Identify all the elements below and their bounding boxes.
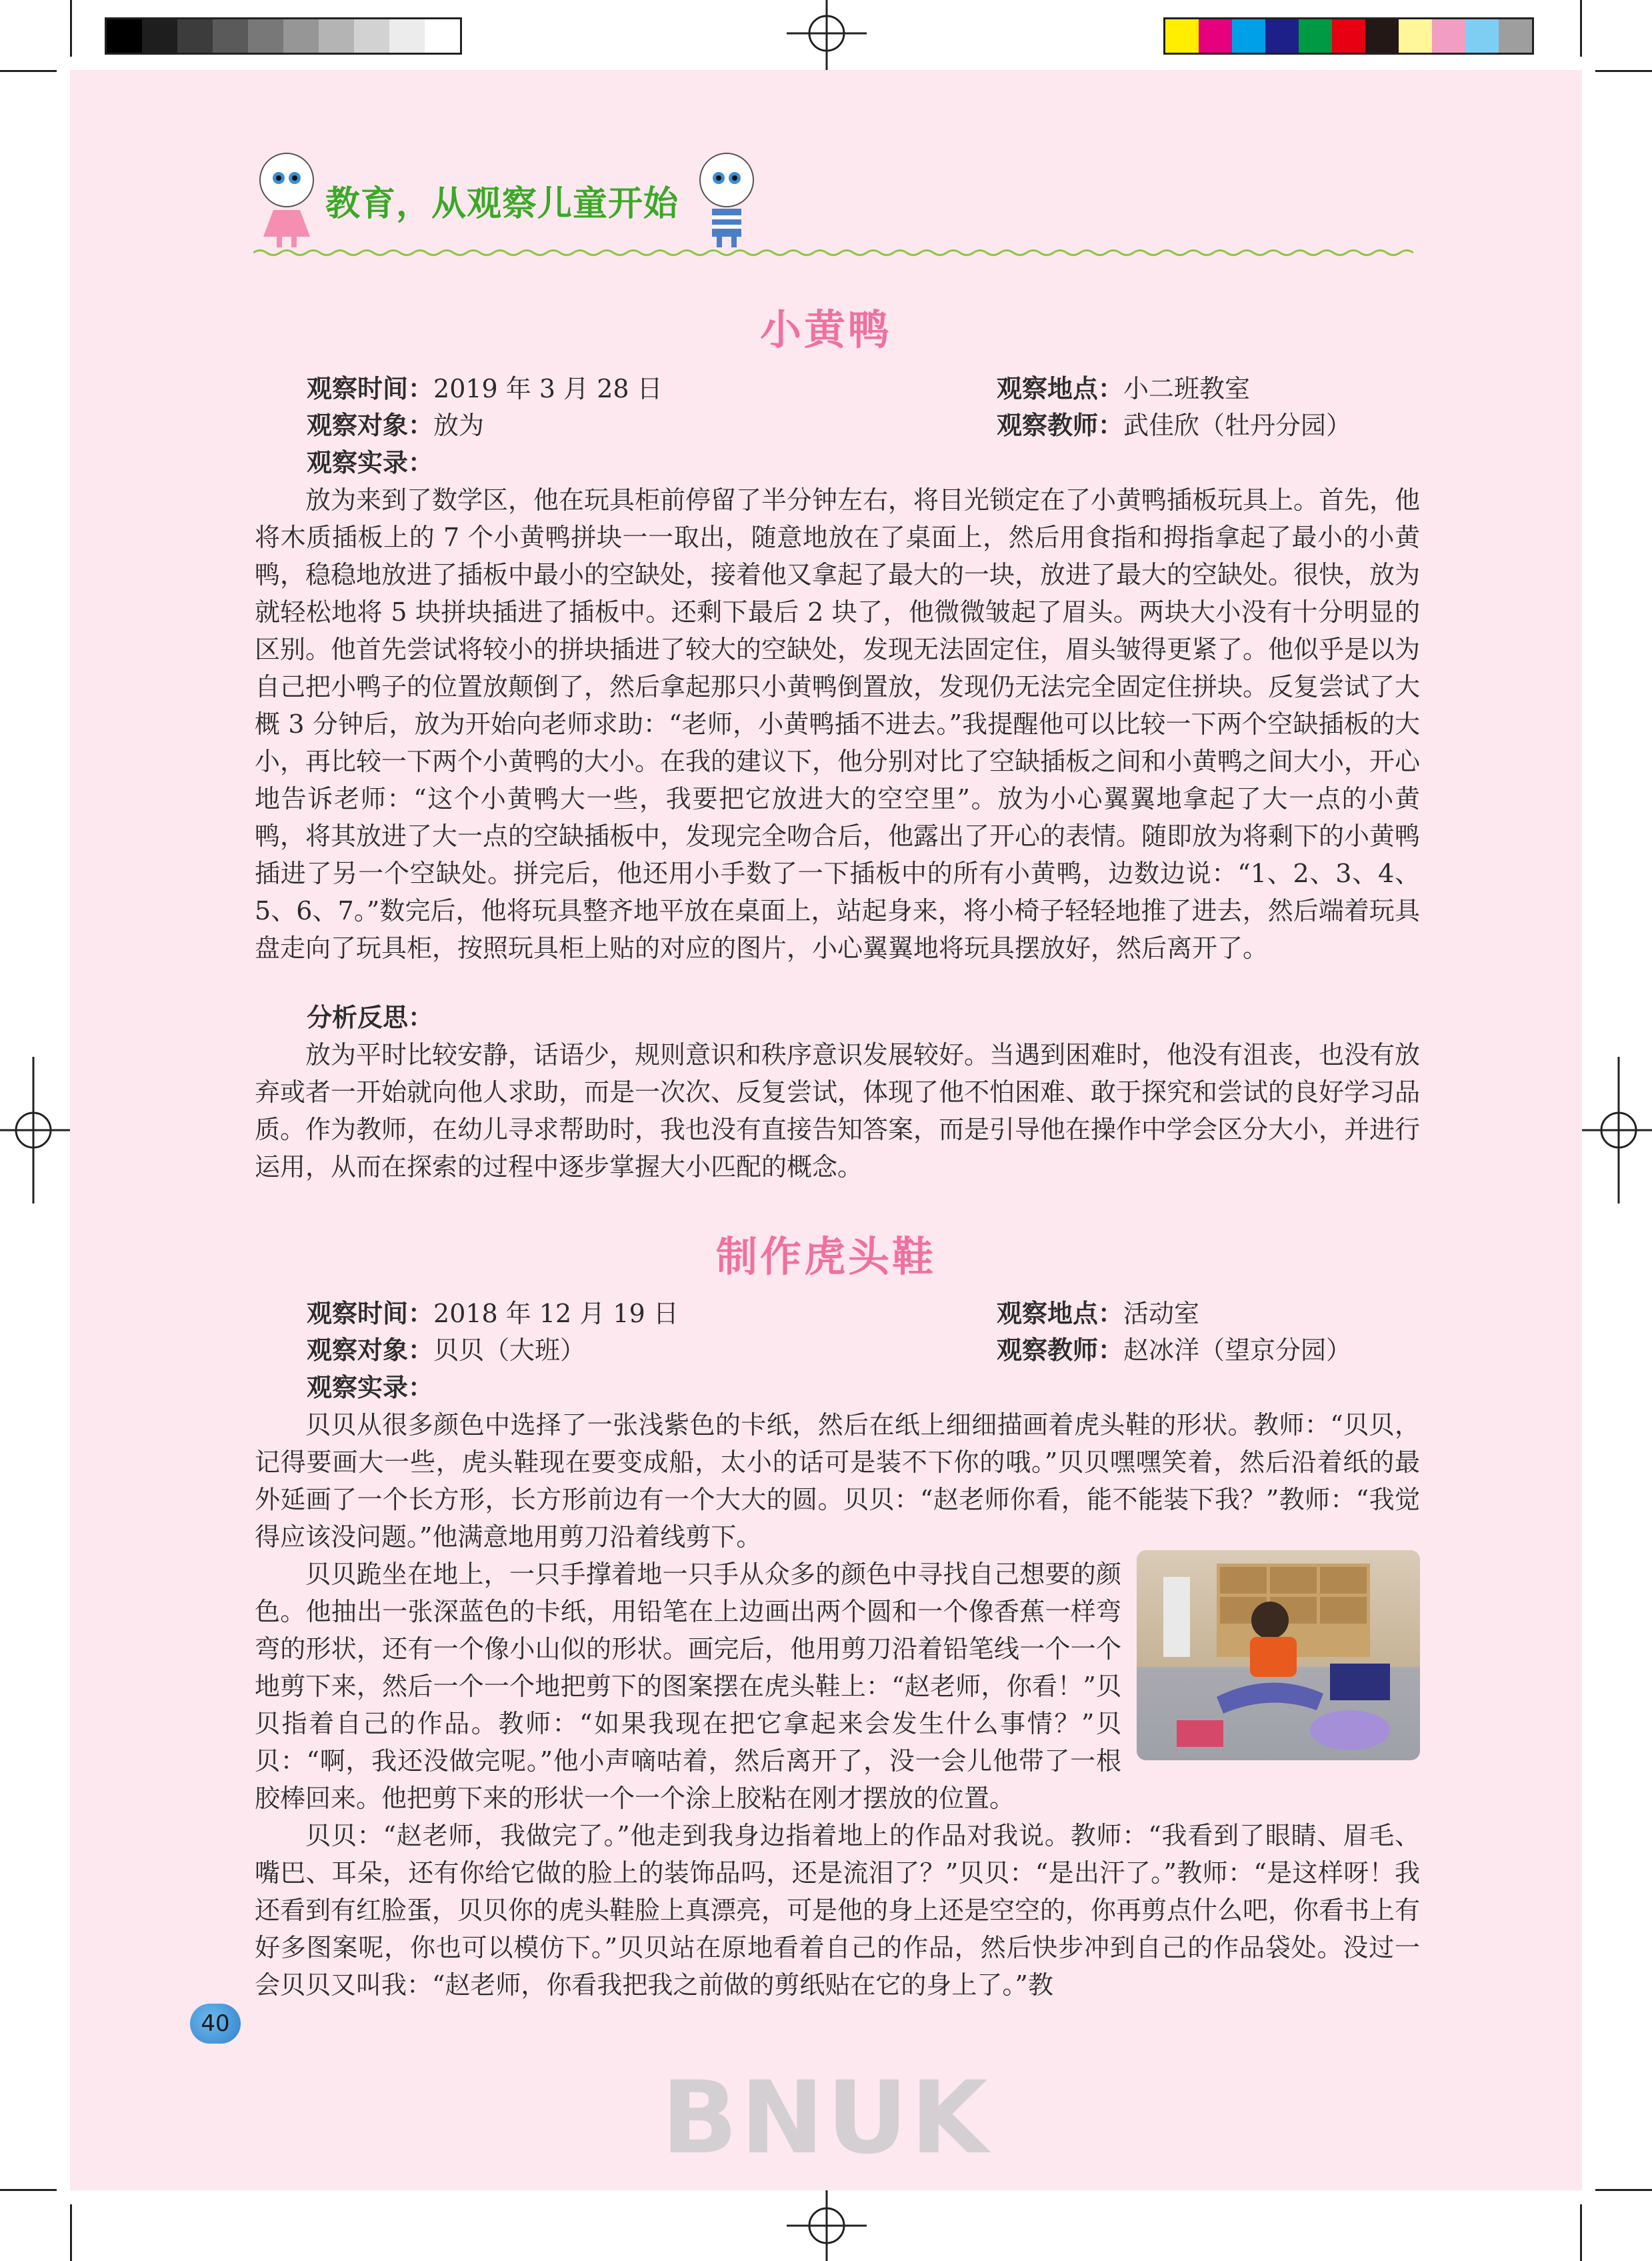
crop-mark <box>70 0 72 57</box>
meta-subject-value: 放为 <box>433 411 485 440</box>
crop-mark <box>0 70 57 72</box>
child-crafting-photo <box>1137 1550 1420 1760</box>
color-swatch <box>1299 19 1332 53</box>
meta-subject <box>307 1332 585 1369</box>
color-swatch <box>1332 19 1365 53</box>
article-title-tiger-shoes: 制作虎头鞋 <box>715 1232 936 1281</box>
registration-mark-top <box>787 0 867 73</box>
photo-illustration <box>1137 1550 1420 1760</box>
meta-teacher-value: 赵冰洋（望京分园） <box>1123 1336 1352 1365</box>
series-title: 教育，从观察儿童开始 <box>325 184 679 224</box>
color-swatch <box>1165 19 1199 53</box>
color-swatch <box>1199 19 1232 53</box>
color-swatch <box>1399 19 1432 53</box>
gray-swatch <box>354 19 389 53</box>
meta-subject-label: 观察对象： <box>307 410 434 440</box>
meta-place-label: 观察地点： <box>997 1298 1124 1328</box>
color-swatch <box>1365 19 1399 53</box>
meta-teacher-label: 观察教师： <box>997 410 1124 440</box>
crop-mark <box>0 2189 57 2191</box>
meta-place <box>997 370 1250 407</box>
meta-time-label: 观察时间： <box>307 373 434 403</box>
meta-time-value: 2019 年 3 月 28 日 <box>433 374 663 403</box>
color-swatch <box>1232 19 1265 53</box>
gray-swatch <box>107 19 142 53</box>
watermark: BNUK <box>661 2060 991 2176</box>
meta-teacher <box>997 407 1351 444</box>
record-paragraph: 贝贝从很多颜色中选择了一张浅紫色的卡纸，然后在纸上细细描画着虎头鞋的形状。教师：“贝贝，记得要画大一些，虎头鞋现在要变成船，太小的话可是装不下你的哦。”贝贝嘿嘿笑着，然后沿着纸的最外延画了一个长方形，长方形前边有一个大大的圆。贝贝：“赵老师你看，能不能装下我？”教师：“我觉得应该没问题。”他满意地用剪刀沿着线剪下。 <box>255 1410 1420 1552</box>
meta-place-value: 小二班教室 <box>1123 374 1251 403</box>
gray-swatch <box>177 19 213 53</box>
registration-mark-bottom <box>787 2187 867 2261</box>
registration-mark-left <box>0 1057 70 1204</box>
analysis-label: 分析反思： <box>307 1002 434 1032</box>
meta-time-label: 观察时间： <box>307 1298 434 1328</box>
crop-mark <box>1580 0 1582 57</box>
header-divider <box>253 248 1413 257</box>
color-calibration-bar <box>1163 17 1534 55</box>
crop-mark <box>1580 2204 1582 2261</box>
meta-subject-label: 观察对象： <box>307 1335 434 1365</box>
meta-subject-value: 贝贝（大班） <box>433 1336 586 1365</box>
record-paragraph: 放为来到了数学区，他在玩具柜前停留了半分钟左右，将目光锁定在了小黄鸭插板玩具上。首先，他将木质插板上的 7 个小黄鸭拼块一一取出，随意地放在了桌面上，然后用食指和拇指拿起了最小的小黄鸭，稳稳地放进了插板中最小的空缺处，接着他又拿起了最大的一块，放进了最大的空缺处。很快，放为就轻松地将 5 块拼块插进了插板中。还剩下最后 2 块了，他微微皱起了眉头。两块大小没有十分明显的区别。他首先尝试将较小的拼块插进了较大的空缺处，发现无法固定住，眉头皱得更紧了。他似乎是以为自己把小鸭子的位置放颠倒了，然后拿起那只小黄鸭倒置放，发现仍无法完全固定住拼块。反复尝试了大概 3 分钟后，放为开始向老师求助：“老师，小黄鸭插不进去。”我提醒他可以比较一下两个空缺插板的大小，再比较一下两个小黄鸭的大小。在我的建议下，他分别对比了空缺插板之间和小黄鸭之间大小，开心地告诉老师：“这个小黄鸭大一些，我要把它放进大的空空里”。放为小心翼翼地拿起了大一点的小黄鸭，将其放进了大一点的空缺插板中，发现完全吻合后，他露出了开心的表情。随即放为将剩下的小黄鸭插进了另一个空缺处。拼完后，他还用小手数了一下插板中的所有小黄鸭，边数边说：“1、2、3、4、5、6、7。”数完后，他将玩具整齐地平放在桌面上，站起身来，将小椅子轻轻地推了进去，然后端着玩具盘走向了玩具柜，按照玩具柜上贴的对应的图片，小心翼翼地将玩具摆放好，然后离开了。 <box>255 485 1421 963</box>
meta-place <box>997 1295 1199 1332</box>
gray-swatch <box>248 19 283 53</box>
gray-swatch <box>142 19 177 53</box>
registration-mark-right <box>1582 1057 1652 1204</box>
record-label: 观察实录： <box>307 447 434 477</box>
crop-mark <box>1595 70 1652 72</box>
article-title-duck: 小黄鸭 <box>759 305 892 354</box>
meta-teacher-value: 武佳欣（牡丹分园） <box>1123 411 1352 440</box>
record-paragraph: 贝贝：“赵老师，我做完了。”他走到我身边指着地上的作品对我说。教师：“我看到了眼睛、眉毛、嘴巴、耳朵，还有你给它做的脸上的装饰品吗，还是流泪了？”贝贝：“是出汗了。”教师：“是这样呀！我还看到有红脸蛋，贝贝你的虎头鞋脸上真漂亮，可是他的身上还是空空的，你再剪点什么吧，你看书上有好多图案呢，你也可以模仿下。”贝贝站在原地看着自己的作品，然后快步冲到自己的作品袋处。没过一会贝贝又叫我：“赵老师，你看我把我之前做的剪纸贴在它的身上了。”教 <box>255 1821 1421 2000</box>
grayscale-calibration-bar <box>105 17 462 55</box>
gray-swatch <box>319 19 354 53</box>
color-swatch <box>1499 19 1532 53</box>
meta-teacher <box>997 1332 1351 1369</box>
page-number: 40 <box>190 2004 241 2044</box>
meta-time <box>307 1295 679 1332</box>
meta-time-value: 2018 年 12 月 19 日 <box>433 1299 679 1328</box>
crop-mark <box>1595 2189 1652 2191</box>
gray-swatch <box>425 19 460 53</box>
gray-swatch <box>389 19 425 53</box>
analysis-paragraph: 放为平时比较安静，话语少，规则意识和秩序意识发展较好。当遇到困难时，他没有沮丧，也没有放弃或者一开始就向他人求助，而是一次次、反复尝试，体现了他不怕困难、敢于探究和尝试的良好学习品质。作为教师，在幼儿寻求帮助时，我也没有直接告知答案，而是引导他在操作中学会区分大小，并进行运用，从而在探索的过程中逐步掌握大小匹配的概念。 <box>255 1040 1421 1182</box>
mascot-boy-icon <box>687 150 767 250</box>
meta-place-value: 活动室 <box>1123 1299 1200 1328</box>
record-label: 观察实录： <box>307 1372 434 1402</box>
meta-teacher-label: 观察教师： <box>997 1335 1124 1365</box>
record-paragraph: 贝贝跪坐在地上，一只手撑着地一只手从众多的颜色中寻找自己想要的颜色。他抽出一张深蓝色的卡纸，用铅笔在上边画出两个圆和一个像香蕉一样弯弯的形状，还有一个像小山似的形状。画完后，他用剪刀沿着铅笔线一个一个地剪下来，然后一个一个地把剪下的图案摆在虎头鞋上：“赵老师，你看！”贝贝指着自己的作品。教师：“如果我现在把它拿起来会发生什么事情？”贝贝：“啊，我还没做完呢。”他小声嘀咕着，然后离开了，没一会儿他带了一根胶棒回来。他把剪下来的形状一个一个涂上胶粘在刚才摆放的位置。 <box>255 1560 1121 1813</box>
mascot-girl-icon <box>247 150 327 250</box>
meta-time <box>307 370 663 407</box>
color-swatch <box>1265 19 1299 53</box>
color-swatch <box>1432 19 1465 53</box>
page-header <box>247 150 1413 257</box>
gray-swatch <box>283 19 319 53</box>
color-swatch <box>1465 19 1499 53</box>
gray-swatch <box>213 19 248 53</box>
meta-subject <box>307 407 484 444</box>
meta-place-label: 观察地点： <box>997 373 1124 403</box>
crop-mark <box>70 2204 72 2261</box>
